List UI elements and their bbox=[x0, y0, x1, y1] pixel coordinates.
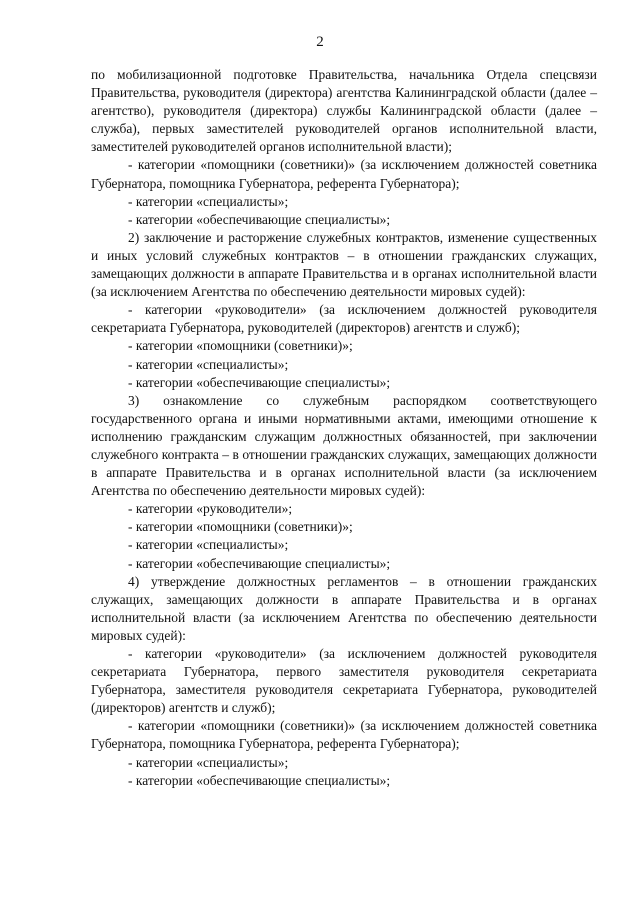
list-item: - категории «помощники (советники)» (за исключением должностей советника Губернатора, помощника Губернатора, референта Губернатора); bbox=[91, 157, 597, 191]
document-body bbox=[91, 66, 597, 790]
numbered-point-2: 2) заключение и расторжение служебных контрактов, изменение существенных и иных условий служебных контрактов – в отношении гражданских служащих, замещающих должности в аппарате Правительства и в органах исполнительной власти (за исключением Агентства по обеспечению деятельности мировых судей): bbox=[91, 229, 597, 300]
list-item: - категории «руководители» (за исключением должностей руководителя секретариата Губернатора, руководителей (директоров) агентств и служб); bbox=[91, 302, 597, 336]
page-number: 2 bbox=[316, 34, 324, 50]
list-item: - категории «специалисты»; bbox=[128, 537, 289, 553]
paragraph-continuation: по мобилизационной подготовке Правительства, начальника Отдела спецсвязи Правительства, руководителя (директора) агентства Калининградской области (далее – агентство), руководителя (директора) службы Калининградской области (далее – служба), первых заместителей руководителей органов исполнительной власти, заместителей руководителей органов исполнительной власти); bbox=[91, 67, 597, 155]
list-item: - категории «руководители» (за исключением должностей руководителя секретариата Губернатора, первого заместителя руководителя секретариата Губернатора, заместителя руководителя секретариата Губернатора, руководителей (директоров) агентств и служб); bbox=[91, 646, 597, 716]
list-item: - категории «специалисты»; bbox=[128, 193, 289, 209]
list-item: - категории «помощники (советники)»; bbox=[128, 519, 353, 535]
numbered-point-3: 3) ознакомление со служебным распорядком соответствующего государственного органа и иными нормативными актами, имеющими отношение к исполнению гражданским служащим должностных обязанностей, при заключении служебного контракта – в отношении гражданских служащих, замещающих должности в аппарате Правительства и в органах исполнительной власти (за исключением Агентства по обеспечению деятельности мировых судей): bbox=[91, 392, 597, 499]
list-item: - категории «помощники (советники)»; bbox=[128, 338, 353, 354]
list-item: - категории «помощники (советники)» (за исключением должностей советника Губернатора, помощника Губернатора, референта Губернатора); bbox=[91, 718, 597, 752]
list-item: - категории «обеспечивающие специалисты»; bbox=[128, 374, 391, 390]
list-item: - категории «специалисты»; bbox=[128, 754, 289, 770]
numbered-point-4: 4) утверждение должностных регламентов – в отношении гражданских служащих, замещающих должности в аппарате Правительства и в органах исполнительной власти (за исключением Агентства по обеспечению деятельности мировых судей): bbox=[91, 573, 597, 643]
list-item: - категории «специалисты»; bbox=[128, 356, 289, 372]
list-item: - категории «руководители»; bbox=[128, 501, 293, 517]
list-item: - категории «обеспечивающие специалисты»; bbox=[128, 555, 391, 571]
list-item: - категории «обеспечивающие специалисты»; bbox=[128, 211, 391, 227]
list-item: - категории «обеспечивающие специалисты»; bbox=[128, 772, 391, 788]
